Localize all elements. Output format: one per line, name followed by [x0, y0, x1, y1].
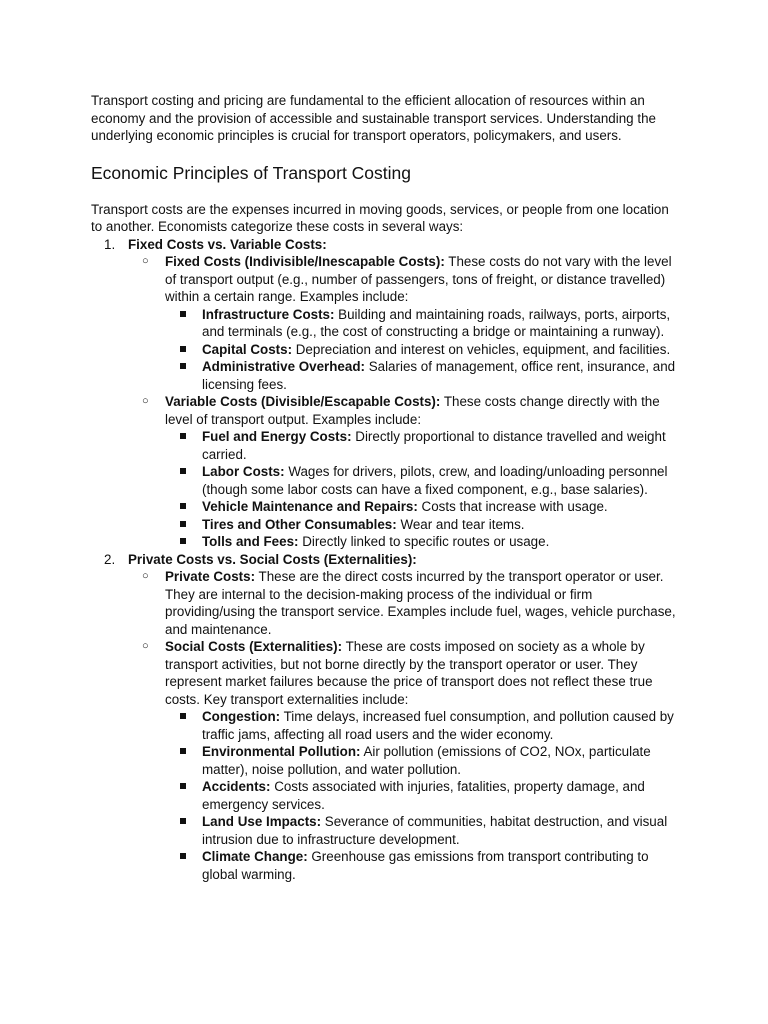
square-bullet-icon [180, 853, 186, 859]
section-heading: Economic Principles of Transport Costing [91, 162, 411, 183]
sub-list-item [128, 568, 681, 638]
example-list-item [165, 428, 681, 463]
example-list-item [165, 463, 681, 498]
sub-item-text: These are the direct costs incurred by the transport operator or user. They are internal to the decision-making process of the individual or firm providing/using the transport service. Examples include fuel, wages, vehicle purchase, and maintenance. [165, 569, 676, 637]
example-text: Time delays, increased fuel consumption, and pollution caused by traffic jams, affecting all road users and the wider economy. [202, 709, 674, 742]
square-bullet-icon [180, 818, 186, 824]
sub-item-term: Private Costs: [165, 569, 256, 584]
example-term: Infrastructure Costs: [202, 306, 335, 322]
example-term: Vehicle Maintenance and Repairs: [202, 499, 418, 514]
hollow-circle-bullet-icon: ○ [142, 570, 149, 582]
sub-item-text: These costs do not vary with the level of transport output (e.g., number of passengers, tons of freight, or distance travelled) within a certain range. Examples include: [165, 254, 672, 304]
example-list [165, 428, 681, 551]
example-term: Climate Change: [202, 849, 308, 864]
list-number: 1. [104, 236, 116, 252]
example-term: Capital Costs: [202, 341, 293, 357]
square-bullet-icon [180, 468, 186, 474]
example-list-item [165, 813, 681, 848]
sub-list-item [128, 393, 681, 551]
example-text: Air pollution (emissions of CO2, NOx, particulate matter), noise pollution, and water pollution. [202, 744, 651, 777]
example-term: Accidents: [202, 779, 271, 794]
sub-item-term: Social Costs (Externalities): [165, 639, 343, 654]
square-bullet-icon [180, 538, 186, 544]
example-text: Salaries of management, office rent, insurance, and licensing fees. [202, 359, 676, 392]
example-list-item [165, 358, 681, 393]
square-bullet-icon [180, 503, 186, 509]
example-list-item [165, 778, 681, 813]
example-list-item [165, 708, 681, 743]
sub-item-text: These are costs imposed on society as a whole by transport activities, but not borne directly by the transport operator or user. They represent market failures because the price of transport does not reflect these true costs. Key transport externalities include: [165, 639, 653, 707]
example-text: Severance of communities, habitat destruction, and visual intrusion due to infrastructure development. [202, 814, 668, 847]
example-text: Costs that increase with usage. [417, 499, 608, 514]
square-bullet-icon [180, 748, 186, 754]
intro-paragraph: Transport costing and pricing are fundamental to the efficient allocation of resources within an economy and the provision of accessible and sustainable transport services. Understanding the underlying economic principles is crucial for transport operators, policymakers, and users. [91, 93, 656, 143]
example-term: Fuel and Energy Costs: [202, 429, 352, 444]
square-bullet-icon [180, 311, 186, 317]
hollow-circle-bullet-icon: ○ [142, 640, 149, 652]
category-title: Private Costs vs. Social Costs (Externalities): [128, 551, 417, 567]
example-list-item [165, 341, 681, 359]
sub-list [128, 253, 681, 551]
example-text: Wear and tear items. [396, 516, 525, 532]
example-text: Greenhouse gas emissions from transport contributing to global warming. [202, 849, 649, 882]
lead-paragraph: Transport costs are the expenses incurred in moving goods, services, or people from one location to another. Economists categorize these costs in several ways: [91, 201, 669, 234]
example-text: Costs associated with injuries, fatalities, property damage, and emergency services. [202, 779, 645, 812]
example-term: Congestion: [202, 709, 281, 724]
example-term: Environmental Pollution: [202, 744, 361, 759]
example-list-item [165, 848, 681, 883]
example-list-item [165, 743, 681, 778]
hollow-circle-bullet-icon: ○ [142, 255, 149, 267]
sub-item-text: These costs change directly with the level of transport output. Examples include: [165, 394, 660, 427]
example-text: Wages for drivers, pilots, crew, and loading/unloading personnel (though some labor costs can have a fixed component, e.g., base salaries). [202, 464, 668, 497]
example-list-item [165, 306, 681, 341]
sub-list-item [128, 638, 681, 883]
square-bullet-icon [180, 713, 186, 719]
square-bullet-icon [180, 783, 186, 789]
sub-item-term: Fixed Costs (Indivisible/Inescapable Costs): [165, 254, 445, 269]
example-list-item [165, 516, 681, 534]
example-text: Depreciation and interest on vehicles, equipment, and facilities. [292, 341, 671, 357]
example-list-item [165, 498, 681, 516]
example-term: Tolls and Fees: [202, 534, 299, 549]
sub-item-term: Variable Costs (Divisible/Escapable Costs): [165, 394, 441, 409]
numbered-list-item [91, 551, 681, 884]
numbered-list-item [91, 236, 681, 551]
square-bullet-icon [180, 346, 186, 352]
list-number: 2. [104, 551, 116, 567]
example-term: Administrative Overhead: [202, 359, 365, 374]
square-bullet-icon [180, 363, 186, 369]
square-bullet-icon [180, 433, 186, 439]
category-title: Fixed Costs vs. Variable Costs: [128, 236, 327, 252]
example-term: Labor Costs: [202, 464, 285, 479]
sub-list [128, 568, 681, 883]
example-list [165, 708, 681, 883]
document-body [91, 92, 681, 883]
example-text: Directly linked to specific routes or usage. [298, 534, 550, 549]
square-bullet-icon [180, 521, 186, 527]
example-text: Directly proportional to distance travelled and weight carried. [202, 429, 666, 462]
example-text: Building and maintaining roads, railways, ports, airports, and terminals (e.g., the cost of constructing a bridge or maintaining a runway). [202, 306, 671, 339]
sub-list-item [128, 253, 681, 393]
example-list [165, 306, 681, 394]
hollow-circle-bullet-icon: ○ [142, 395, 149, 407]
example-term: Tires and Other Consumables: [202, 516, 397, 532]
cost-category-list [91, 236, 681, 884]
example-list-item [165, 533, 681, 551]
example-term: Land Use Impacts: [202, 814, 322, 829]
